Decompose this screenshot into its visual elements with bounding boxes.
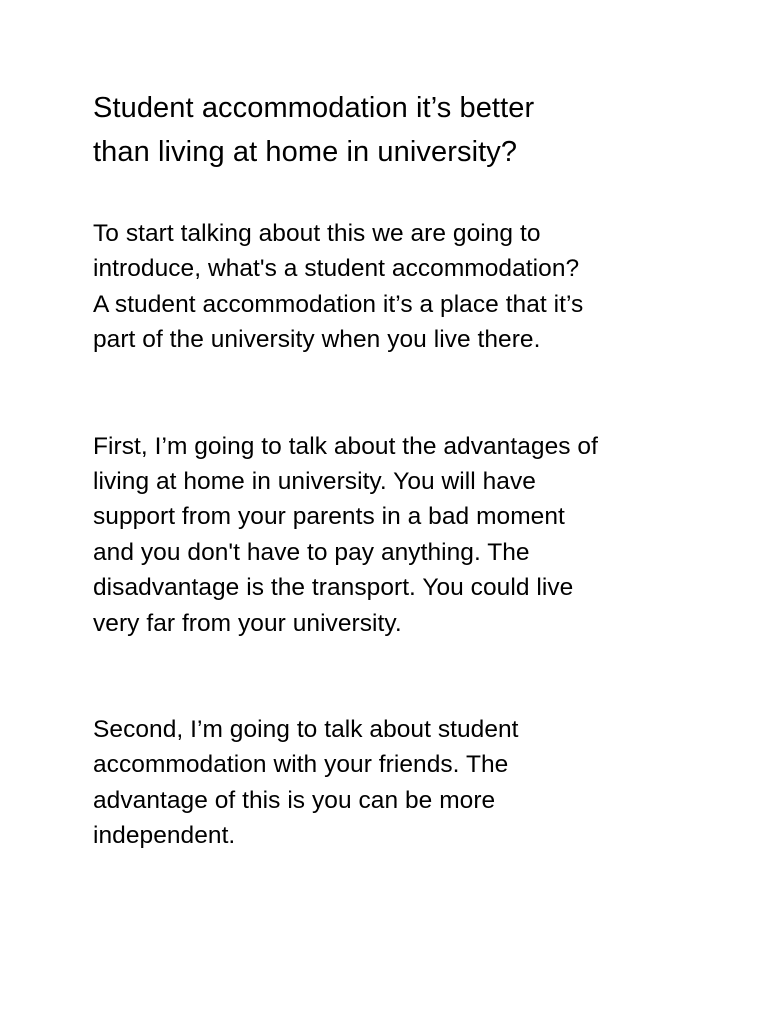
text-line: independent. xyxy=(93,822,236,850)
title-line: Student accommodation it’s better xyxy=(93,92,535,124)
text-line: First, I’m going to talk about the advantages of xyxy=(93,432,598,460)
title-line: than living at home in university? xyxy=(93,136,518,168)
text-line: support from your parents in a bad moment xyxy=(93,503,565,531)
text-line: advantage of this is you can be more xyxy=(93,786,496,814)
text-line: introduce, what's a student accommodation? xyxy=(93,255,580,283)
paragraph-student-accommodation xyxy=(93,712,693,854)
document-title xyxy=(93,86,693,174)
text-line: very far from your university. xyxy=(93,609,402,637)
text-line: and you don't have to pay anything. The xyxy=(93,538,530,566)
document-page xyxy=(93,86,693,854)
text-line: A student accommodation it’s a place that it’s xyxy=(93,290,584,318)
text-line: accommodation with your friends. The xyxy=(93,751,509,779)
paragraph-living-at-home xyxy=(93,429,693,641)
text-line: disadvantage is the transport. You could live xyxy=(93,574,574,602)
text-line: Second, I’m going to talk about student xyxy=(93,716,519,744)
paragraph-introduction xyxy=(93,216,693,358)
text-line: living at home in university. You will have xyxy=(93,468,536,496)
text-line: To start talking about this we are going to xyxy=(93,220,541,247)
text-line: part of the university when you live there. xyxy=(93,326,541,354)
